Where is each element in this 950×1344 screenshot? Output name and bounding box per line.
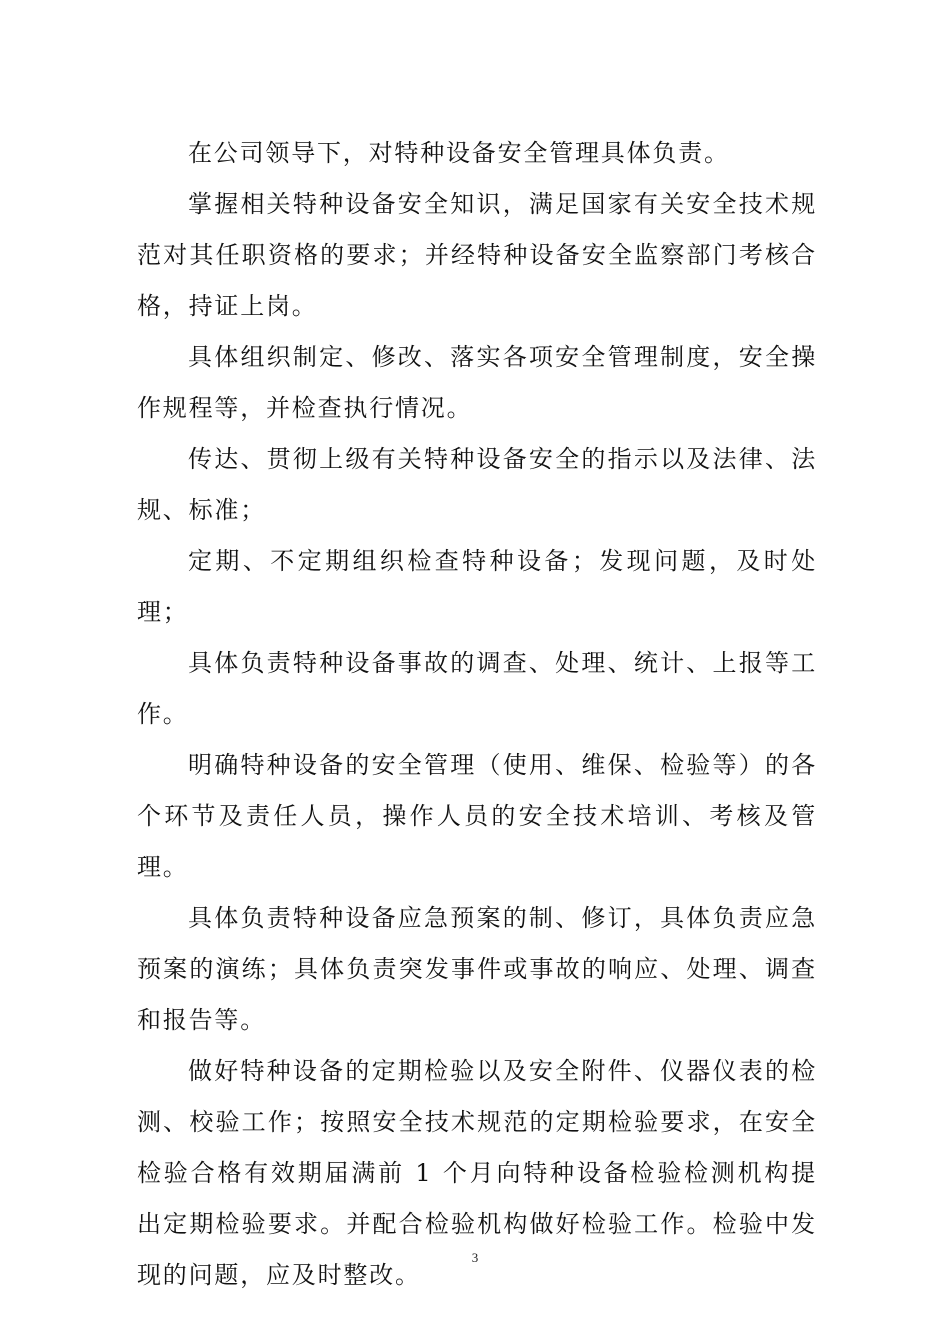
body-text [137,128,817,1301]
paragraph-9: 做好特种设备的定期检验以及安全附件、仪器仪表的检测、校验工作；按照安全技术规范的定期检验要求，在安全检验合格有效期届满前 1 个月向特种设备检验检测机构提出定期检验要求。并配合检验机构做好检验工作。检验中发现的问题，应及时整改。 [137,1057,817,1289]
paragraph-3: 具体组织制定、修改、落实各项安全管理制度，安全操作规程等，并检查执行情况。 [137,343,817,422]
paragraph-1: 在公司领导下，对特种设备安全管理具体负责。 [188,139,730,167]
paragraph-8: 具体负责特种设备应急预案的制、修订，具体负责应急预案的演练；具体负责突发事件或事故的响应、处理、调查和报告等。 [137,904,817,1034]
paragraph-6: 具体负责特种设备事故的调查、处理、统计、上报等工作。 [137,649,817,728]
paragraph-7: 明确特种设备的安全管理（使用、维保、检验等）的各个环节及责任人员，操作人员的安全技术培训、考核及管理。 [137,751,817,881]
page-number: 3 [471,1250,479,1265]
paragraph-2: 掌握相关特种设备安全知识，满足国家有关安全技术规范对其任职资格的要求；并经特种设备安全监察部门考核合格，持证上岗。 [137,190,817,320]
paragraph-4: 传达、贯彻上级有关特种设备安全的指示以及法律、法规、标准； [137,445,817,524]
paragraph-5: 定期、不定期组织检查特种设备；发现问题，及时处理； [137,547,817,626]
